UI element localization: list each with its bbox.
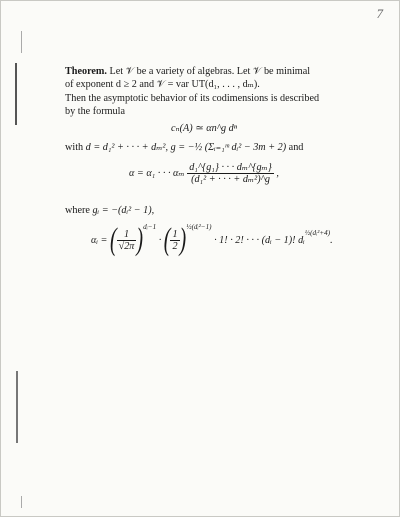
alpha-i-formula	[91, 222, 333, 258]
theorem-line-1	[65, 65, 365, 78]
g-definition: g = −½ (Σᵢ₌₁ᵐ dᵢ² − 3m + 2)	[170, 142, 287, 153]
theorem-line-4: by the formula	[65, 105, 125, 117]
with-word: with	[65, 142, 84, 153]
d-definition: d = d₁² + · · · + dₘ²,	[85, 142, 169, 153]
half-fraction	[170, 229, 179, 252]
page-number: 7	[376, 6, 383, 21]
dot-operator: ·	[158, 235, 162, 247]
alpha-tail: ,	[276, 168, 279, 179]
half-numerator: 1	[172, 229, 178, 241]
alpha-formula	[129, 162, 279, 185]
theorem-line-2: of exponent d ≥ 2 and 𝒱 = var UT(d₁, . . . , dₘ).	[65, 79, 260, 91]
theorem-text-1: Let 𝒱 be a variety of algebras. Let 𝒱 be minimal	[109, 66, 311, 77]
alpha-denominator: (d₁² + · · · + dₘ²)^g	[187, 173, 274, 185]
alpha-i-lhs: αᵢ =	[91, 235, 108, 247]
alpha-numerator: d₁^{g₁} · · · dₘ^{gₘ}	[189, 162, 272, 173]
sqrt-fraction	[117, 229, 137, 252]
factorial-product: · 1! · 2! · · · (dᵢ − 1)! dᵢ	[214, 235, 305, 247]
scan-edge-mark	[21, 496, 22, 508]
sqrt-fraction-denominator: √2π	[118, 241, 135, 253]
alpha-fraction	[187, 162, 274, 185]
sqrt-fraction-numerator: 1	[123, 229, 130, 241]
scan-edge-mark	[21, 31, 22, 53]
exponent-2: ½(dᵢ²−1)	[186, 223, 212, 231]
d-g-definition-line	[65, 142, 303, 153]
main-formula: cₙ(A) ≃ αn^g dⁿ	[171, 123, 237, 134]
where-word: where	[65, 205, 90, 216]
right-paren: )	[179, 222, 187, 258]
right-paren: )	[136, 222, 144, 258]
alpha-lhs: α = α₁ · · · αₘ	[129, 168, 185, 179]
formula-end: .	[330, 235, 333, 247]
theorem-label: Theorem.	[65, 66, 107, 77]
scan-edge-mark	[16, 371, 18, 443]
left-paren: (	[109, 222, 117, 258]
exponent-3: ½(dᵢ²+4)	[304, 229, 331, 237]
theorem-line-3: Then the asymptotic behavior of its codimensions is described	[65, 92, 320, 104]
theorem-block	[65, 65, 365, 118]
gi-definition: gᵢ = −(dᵢ² − 1),	[92, 205, 155, 216]
exponent-1: dᵢ−1	[143, 223, 157, 231]
and-word: and	[288, 142, 304, 153]
half-denominator: 2	[172, 241, 178, 253]
gi-definition-line	[65, 205, 154, 216]
left-paren: (	[163, 222, 171, 258]
scan-edge-mark	[15, 63, 17, 125]
